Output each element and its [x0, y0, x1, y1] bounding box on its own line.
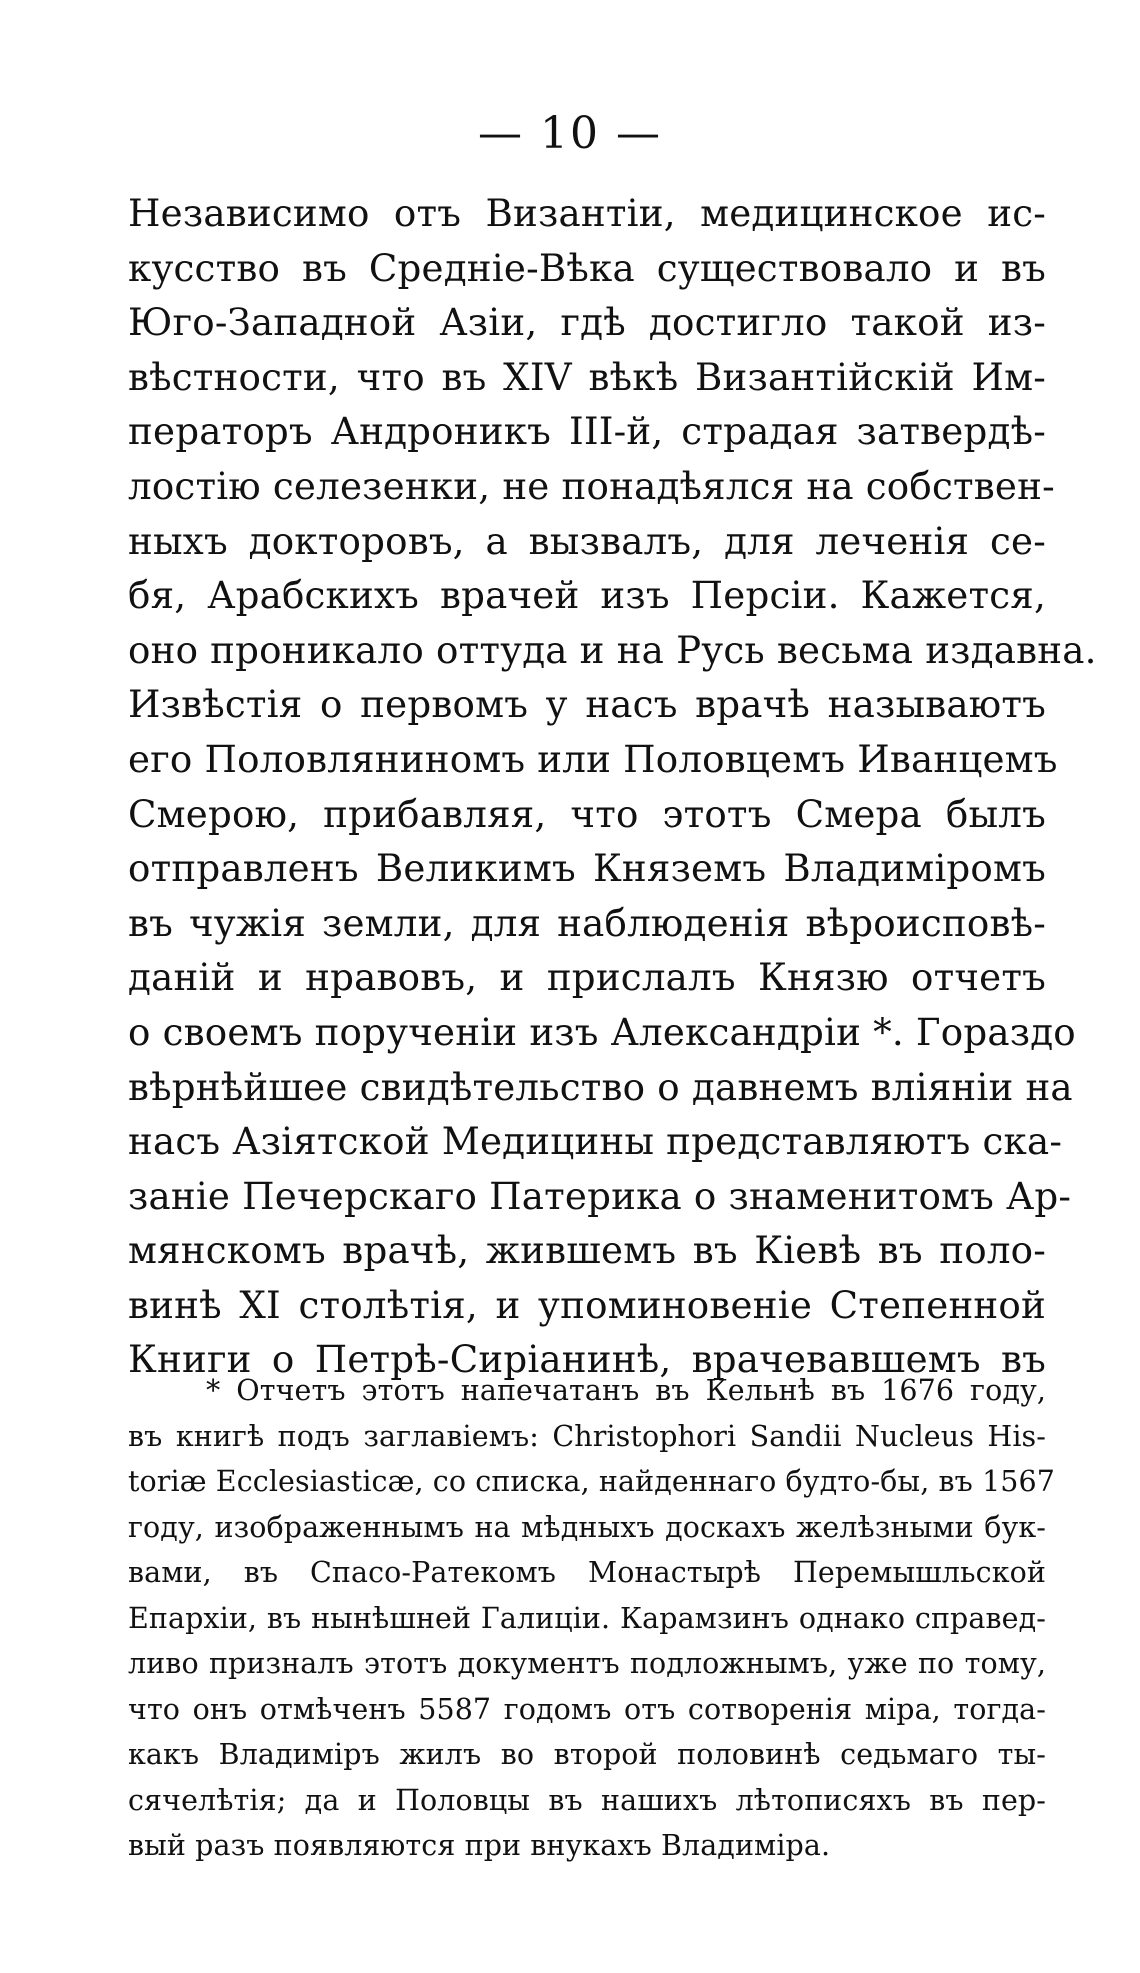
- text-line: бя, Арабскихъ врачей изъ Персіи. Кажется,: [128, 573, 1046, 618]
- footnote-line: ливо призналъ этотъ документъ подложнымъ, уже по тому,: [128, 1647, 1046, 1680]
- text-line: Извѣстія о первомъ у насъ врачѣ называютъ: [128, 682, 1046, 727]
- footnote-line: въ книгѣ подъ заглавіемъ: Christophori Sandii Nucleus His-: [128, 1419, 1046, 1453]
- text-line: его Половляниномъ или Половцемъ Иванцемъ: [128, 736, 1058, 781]
- text-line: вѣрнѣйшее свидѣтельство о давнемъ вліяніи на: [128, 1064, 1073, 1109]
- text-line: мянскомъ врачѣ, жившемъ въ Кіевѣ въ поло-: [128, 1228, 1046, 1273]
- text-line: даній и нравовъ, и прислалъ Князю отчетъ: [128, 955, 1046, 1000]
- footnote-line: * Отчетъ этотъ напечатанъ въ Кельнѣ въ 1676 году,: [206, 1374, 1046, 1407]
- text-line: Независимо отъ Византіи, медицинское ис-: [128, 191, 1046, 235]
- footnote-line: сячелѣтія; да и Половцы въ нашихъ лѣтописяхъ въ пер-: [128, 1783, 1046, 1817]
- text-line: Смерою, прибавляя, что этотъ Смера былъ: [128, 791, 1046, 836]
- text-line: вѣстности, что въ XIV вѣкѣ Византійскій Им-: [128, 354, 1046, 399]
- footnote-line: что онъ отмѣченъ 5587 годомъ отъ сотворенія міра, тогда-: [128, 1692, 1046, 1726]
- main-text: [128, 186, 1097, 1387]
- text-line: кусство въ Средніе-Вѣка существовало и въ: [128, 245, 1046, 290]
- footnote-line: Епархіи, въ нынѣшней Галиціи. Карамзинъ однако справед-: [128, 1601, 1046, 1635]
- footnote-line: вый разъ появляются при внукахъ Владиміра.: [128, 1829, 831, 1862]
- text-line: ныхъ докторовъ, а вызвалъ, для леченія се-: [128, 518, 1046, 563]
- page-number: — 10 —: [478, 108, 662, 159]
- text-line: ператоръ Андроникъ III-й, страдая затвердѣ-: [128, 409, 1046, 454]
- footnote-line: toriæ Ecclesiasticæ, со списка, найденнаго будто-бы, въ 1567: [128, 1465, 1056, 1498]
- footnote-line: году, изображеннымъ на мѣдныхъ доскахъ желѣзными бук-: [128, 1510, 1046, 1544]
- footnote: [128, 1368, 1056, 1869]
- text-line: отправленъ Великимъ Княземъ Владиміромъ: [128, 846, 1046, 891]
- text-line: Книги о Петрѣ-Сиріанинѣ, врачевавшемъ въ: [128, 1337, 1046, 1382]
- text-line: въ чужія земли, для наблюденія вѣроисповѣ-: [128, 900, 1046, 945]
- text-line: заніе Печерскаго Патерика о знаменитомъ Ар-: [128, 1173, 1072, 1218]
- text-line: оно проникало оттуда и на Русь весьма издавна.: [128, 627, 1097, 672]
- footnote-line: какъ Владиміръ жилъ во второй половинѣ седьмаго ты-: [128, 1738, 1046, 1771]
- footnote-line: вами, въ Спасо-Ратекомъ Монастырѣ Перемышльской: [128, 1556, 1046, 1589]
- text-line: лостію селезенки, не понадѣялся на собствен-: [128, 463, 1055, 508]
- text-line: о своемъ порученіи изъ Александріи *. Гораздо: [128, 1009, 1076, 1054]
- text-line: насъ Азіятской Медицины представляютъ ска-: [128, 1119, 1063, 1164]
- text-line: Юго-Западной Азіи, гдѣ достигло такой из-: [128, 300, 1046, 345]
- text-line: винѣ XI столѣтія, и упоминовеніе Степенной: [128, 1282, 1046, 1327]
